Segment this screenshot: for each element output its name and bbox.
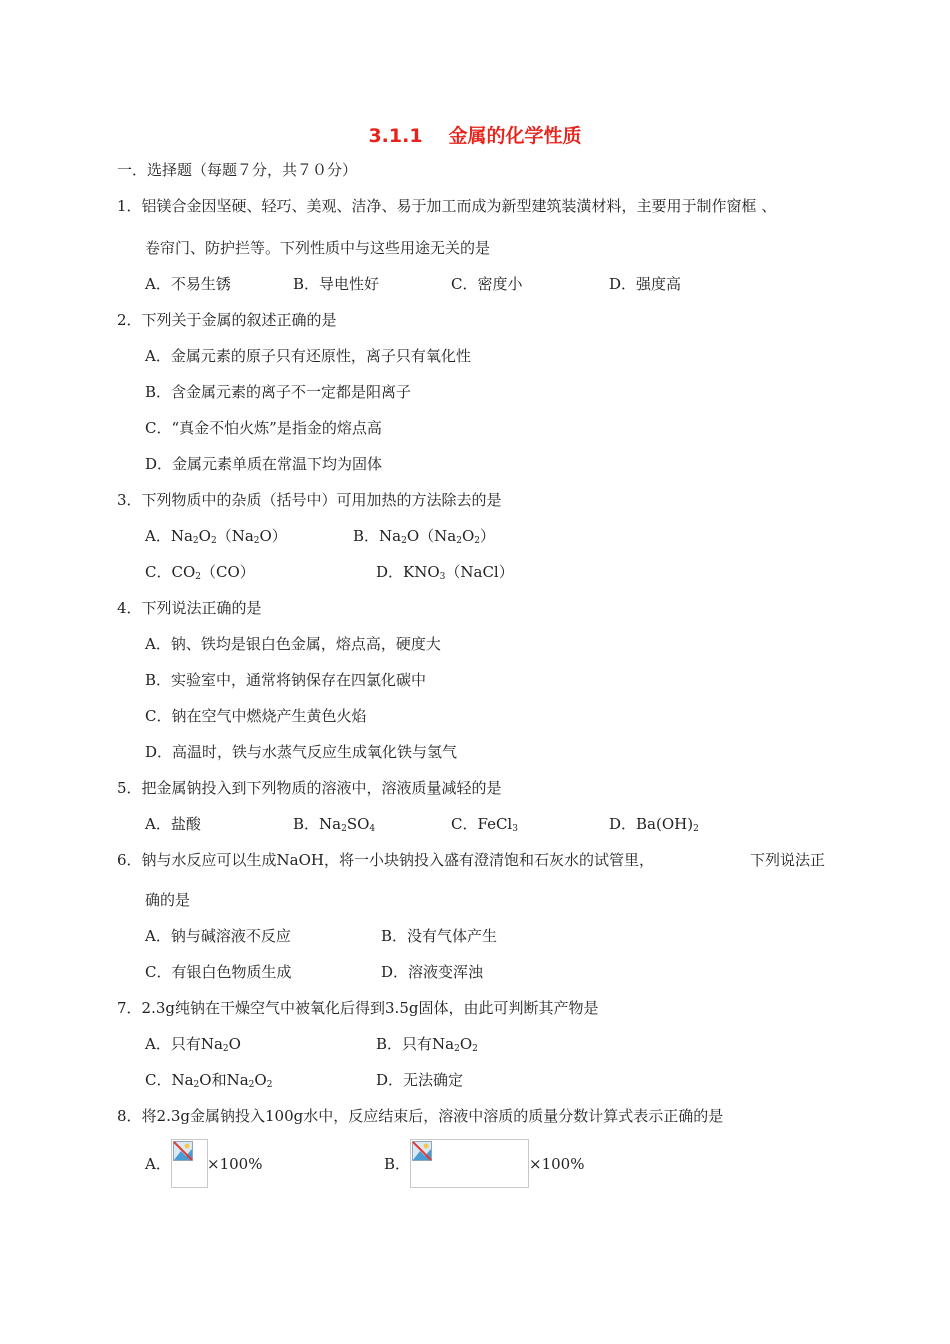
- q5-option-a: A．盐酸: [145, 815, 201, 833]
- q5-stem: 5．把金属钠投入到下列物质的溶液中，溶液质量减轻的是: [117, 779, 502, 797]
- q2-option-a: A．金属元素的原子只有还原性，离子只有氧化性: [145, 347, 471, 365]
- title-number: 3.1.1: [368, 125, 423, 147]
- broken-image-icon: [412, 1141, 432, 1161]
- q3-option-b: B．$Na_2O(Na_2O_2)$: [353, 527, 495, 546]
- q2-option-c: C．“真金不怕火炼”是指金的熔点高: [145, 419, 382, 437]
- q8-option-a-image: [171, 1139, 208, 1188]
- q7-option-b: B．只有$Na_2O_2$: [376, 1035, 478, 1054]
- q5-option-c: C．FeCl$_3$: [451, 815, 518, 834]
- q8-stem: 8．将2.3g金属钠投入100g水中，反应结束后，溶液中溶质的质量分数计算式表示正确的是: [117, 1107, 724, 1125]
- q6-option-d: D．溶液变浑浊: [381, 963, 484, 981]
- q4-stem: 4．下列说法正确的是: [117, 599, 262, 617]
- broken-image-icon: [173, 1141, 193, 1161]
- q8-option-a-suffix: ×100%: [207, 1155, 263, 1173]
- q7-option-d: D．无法确定: [376, 1071, 464, 1089]
- q6-stem-line1-tail: 下列说法正: [750, 851, 826, 869]
- q3-option-d: D．$KNO_3(NaCl)$: [376, 563, 514, 582]
- q2-stem: 2．下列关于金属的叙述正确的是: [117, 311, 337, 329]
- q3-stem: 3．下列物质中的杂质（括号中）可用加热的方法除去的是: [117, 491, 502, 509]
- page-title: [0, 126, 950, 146]
- q6-option-a: A．钠与碱溶液不反应: [145, 927, 291, 945]
- q1-option-b: B．导电性好: [293, 275, 380, 293]
- q7-option-c: C．$Na_2O$和$Na_2O_2$: [145, 1071, 273, 1090]
- q1-option-a: A．不易生锈: [145, 275, 231, 293]
- section-heading: 一．选择题（每题７分，共７０分）: [117, 161, 358, 179]
- q4-option-c: C．钠在空气中燃烧产生黄色火焰: [145, 707, 367, 725]
- q2-option-b: B．含金属元素的离子不一定都是阳离子: [145, 383, 412, 401]
- q7-stem: 7．2.3g纯钠在干燥空气中被氧化后得到3.5g固体，由此可判断其产物是: [117, 999, 599, 1017]
- q4-option-a: A．钠、铁均是银白色金属，熔点高，硬度大: [145, 635, 441, 653]
- q6-stem-line1: 6．钠与水反应可以生成NaOH，将一小块钠投入盛有澄清饱和石灰水的试管里，: [117, 851, 654, 869]
- q2-option-d: D．金属元素单质在常温下均为固体: [145, 455, 383, 473]
- q1-stem-line1: 1．铝镁合金因坚硬、轻巧、美观、洁净、易于加工而成为新型建筑装潢材料，主要用于制作窗框 、: [117, 197, 777, 215]
- q8-option-b-suffix: ×100%: [529, 1155, 585, 1173]
- q8-option-a-label: A．: [145, 1155, 171, 1173]
- q1-option-c: C．密度小: [451, 275, 523, 293]
- q4-option-b: B．实验室中，通常将钠保存在四氯化碳中: [145, 671, 427, 689]
- q8-option-b-label: B．: [384, 1155, 411, 1173]
- q3-option-c: C．$CO_2(CO)$: [145, 563, 255, 582]
- q1-option-d: D．强度高: [609, 275, 682, 293]
- q7-option-a: A．只有$Na_2O$: [145, 1035, 241, 1054]
- q6-stem-line2: 确的是: [145, 891, 191, 909]
- q6-option-b: B．没有气体产生: [381, 927, 498, 945]
- q3-option-a: A．$Na_2O_2(Na_2O)$: [145, 527, 287, 546]
- q4-option-d: D．高温时，铁与水蒸气反应生成氧化铁与氢气: [145, 743, 458, 761]
- q1-stem-line2: 卷帘门、防护拦等。下列性质中与这些用途无关的是: [145, 239, 491, 257]
- q6-option-c: C．有银白色物质生成: [145, 963, 292, 981]
- q5-option-b: B．$Na_2SO_4$: [293, 815, 376, 834]
- q5-option-d: D．$Ba(OH)_2$: [609, 815, 699, 834]
- q8-option-b-image: [410, 1139, 529, 1188]
- title-text: 金属的化学性质: [448, 125, 582, 147]
